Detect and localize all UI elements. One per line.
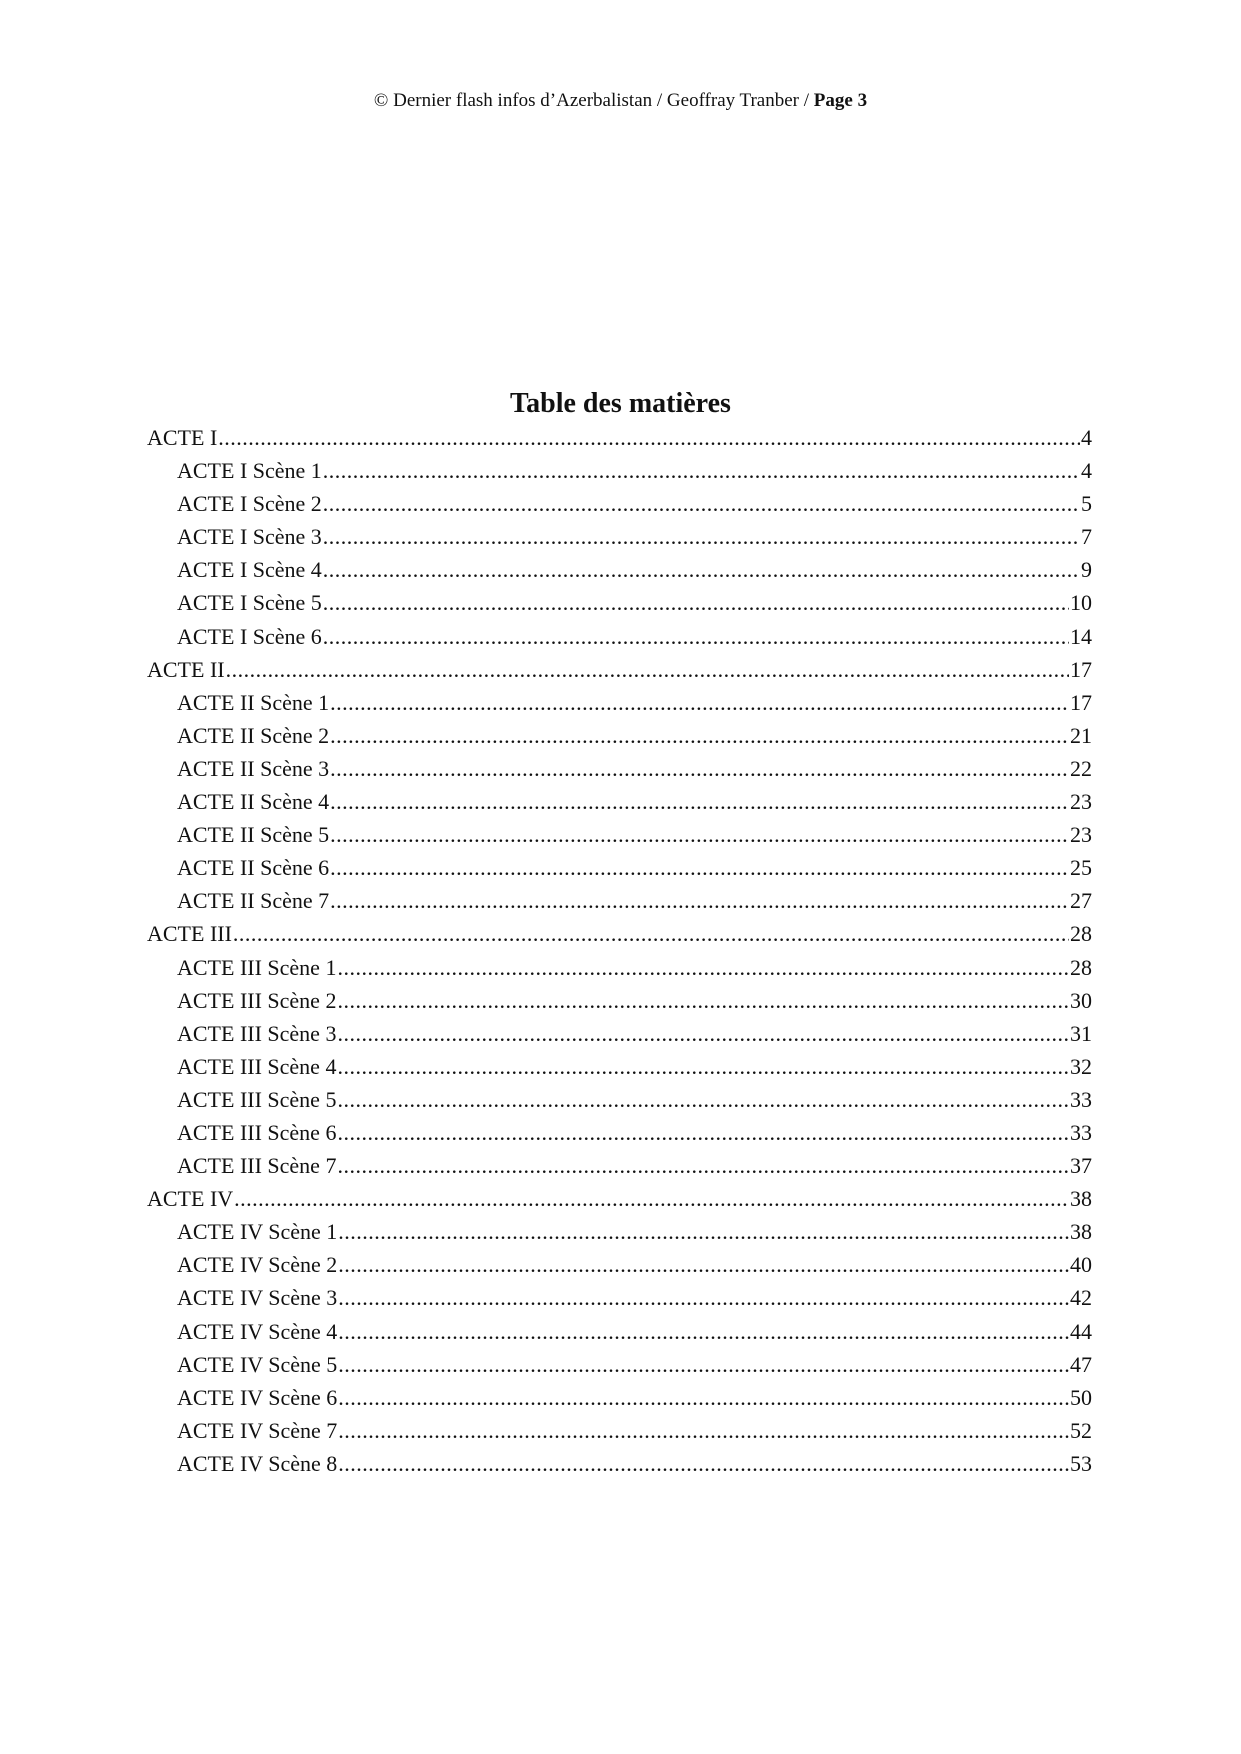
toc-scene-entry[interactable] — [147, 1050, 1092, 1083]
toc-entry-label: ACTE I Scène 4 — [177, 557, 322, 583]
toc-entry-page: 38 — [1070, 1186, 1092, 1212]
toc-act-entry[interactable] — [147, 653, 1092, 686]
toc-entry-page: 25 — [1070, 855, 1092, 881]
toc-entry-label: ACTE III Scène 7 — [177, 1153, 337, 1179]
toc-entry-page: 4 — [1081, 425, 1092, 450]
toc-dot-leader — [330, 818, 1069, 851]
toc-entry-label: ACTE III Scène 2 — [177, 987, 337, 1013]
toc-entry-label: ACTE II Scène 6 — [177, 855, 330, 881]
toc-scene-entry[interactable] — [147, 1248, 1092, 1281]
toc-entry-page: 33 — [1070, 1119, 1092, 1145]
toc-entry-page: 10 — [1070, 590, 1092, 616]
table-of-contents — [147, 421, 1092, 1480]
toc-entry-page: 23 — [1070, 789, 1092, 815]
toc-act-entry[interactable] — [147, 421, 1092, 454]
toc-entry-label: ACTE IV Scène 5 — [177, 1351, 338, 1377]
header-text: © Dernier flash infos d’Azerbalistan / Geoffray Tranber / — [373, 90, 814, 111]
toc-entry-label: ACTE I Scène 1 — [177, 458, 322, 484]
toc-entry-label: ACTE III Scène 4 — [177, 1053, 337, 1079]
toc-dot-leader — [233, 917, 1069, 950]
toc-entry-page: 32 — [1070, 1053, 1092, 1079]
toc-entry-page: 40 — [1070, 1252, 1092, 1278]
toc-entry-page: 28 — [1070, 954, 1092, 980]
toc-entry-page: 17 — [1070, 656, 1092, 682]
toc-entry-page: 44 — [1070, 1318, 1092, 1344]
toc-dot-leader — [337, 1017, 1069, 1050]
toc-dot-leader — [337, 951, 1069, 984]
toc-entry-label: ACTE III Scène 1 — [177, 954, 337, 980]
toc-dot-leader — [337, 1149, 1069, 1182]
toc-dot-leader — [323, 520, 1080, 553]
toc-entry-label: ACTE IV Scène 4 — [177, 1318, 338, 1344]
toc-scene-entry[interactable] — [147, 1414, 1092, 1447]
toc-entry-label: ACTE IV Scène 1 — [177, 1219, 338, 1245]
toc-dot-leader — [338, 1414, 1069, 1447]
toc-dot-leader — [337, 984, 1069, 1017]
toc-entry-page: 5 — [1081, 491, 1092, 517]
toc-entry-label: ACTE I Scène 5 — [177, 590, 322, 616]
toc-scene-entry[interactable] — [147, 884, 1092, 917]
toc-entry-label: ACTE IV — [147, 1186, 234, 1212]
toc-entry-page: 42 — [1070, 1285, 1092, 1311]
toc-scene-entry[interactable] — [147, 1381, 1092, 1414]
toc-entry-page: 17 — [1070, 689, 1092, 715]
toc-entry-page: 33 — [1070, 1086, 1092, 1112]
toc-dot-leader — [323, 620, 1069, 653]
toc-dot-leader — [338, 1281, 1069, 1314]
toc-entry-label: ACTE I Scène 2 — [177, 491, 322, 517]
toc-entry-page: 7 — [1081, 524, 1092, 550]
toc-scene-entry[interactable] — [147, 984, 1092, 1017]
toc-entry-label: ACTE II Scène 5 — [177, 822, 330, 848]
toc-entry-label: ACTE II Scène 2 — [177, 722, 330, 748]
toc-entry-label: ACTE II Scène 7 — [177, 888, 330, 914]
toc-dot-leader — [338, 1381, 1069, 1414]
toc-dot-leader — [330, 851, 1069, 884]
toc-scene-entry[interactable] — [147, 1017, 1092, 1050]
toc-entry-label: ACTE II Scène 1 — [177, 689, 330, 715]
toc-entry-page: 28 — [1070, 921, 1092, 947]
toc-dot-leader — [218, 421, 1080, 454]
toc-entry-page: 23 — [1070, 822, 1092, 848]
toc-entry-page: 4 — [1081, 458, 1092, 484]
toc-dot-leader — [338, 1248, 1069, 1281]
toc-scene-entry[interactable] — [147, 752, 1092, 785]
toc-dot-leader — [337, 1083, 1069, 1116]
toc-act-entry[interactable] — [147, 917, 1092, 950]
toc-scene-entry[interactable] — [147, 818, 1092, 851]
toc-scene-entry[interactable] — [147, 1315, 1092, 1348]
toc-scene-entry[interactable] — [147, 1281, 1092, 1314]
toc-dot-leader — [234, 1182, 1069, 1215]
toc-dot-leader — [323, 454, 1080, 487]
toc-scene-entry[interactable] — [147, 454, 1092, 487]
toc-scene-entry[interactable] — [147, 1215, 1092, 1248]
toc-dot-leader — [323, 487, 1080, 520]
toc-scene-entry[interactable] — [147, 686, 1092, 719]
toc-dot-leader — [338, 1447, 1069, 1480]
toc-scene-entry[interactable] — [147, 487, 1092, 520]
toc-entry-label: ACTE IV Scène 7 — [177, 1417, 338, 1443]
toc-entry-page: 37 — [1070, 1153, 1092, 1179]
toc-scene-entry[interactable] — [147, 520, 1092, 553]
toc-scene-entry[interactable] — [147, 553, 1092, 586]
toc-dot-leader — [338, 1348, 1069, 1381]
toc-scene-entry[interactable] — [147, 719, 1092, 752]
toc-dot-leader — [330, 686, 1069, 719]
toc-scene-entry[interactable] — [147, 1116, 1092, 1149]
toc-entry-page: 21 — [1070, 722, 1092, 748]
toc-entry-page: 53 — [1070, 1450, 1092, 1476]
toc-scene-entry[interactable] — [147, 620, 1092, 653]
page-header — [0, 88, 1241, 114]
toc-entry-label: ACTE III Scène 3 — [177, 1020, 337, 1046]
toc-dot-leader — [338, 1215, 1069, 1248]
toc-entry-page: 50 — [1070, 1384, 1092, 1410]
toc-dot-leader — [330, 884, 1069, 917]
toc-act-entry[interactable] — [147, 1182, 1092, 1215]
toc-dot-leader — [330, 752, 1069, 785]
toc-title: Table des matières — [510, 388, 731, 419]
toc-entry-page: 9 — [1081, 557, 1092, 583]
toc-scene-entry[interactable] — [147, 1447, 1092, 1480]
toc-dot-leader — [337, 1050, 1069, 1083]
toc-scene-entry[interactable] — [147, 951, 1092, 984]
toc-entry-label: ACTE III — [147, 921, 232, 947]
toc-dot-leader — [330, 719, 1069, 752]
toc-entry-label: ACTE I Scène 3 — [177, 524, 322, 550]
toc-scene-entry[interactable] — [147, 1083, 1092, 1116]
toc-scene-entry[interactable] — [147, 785, 1092, 818]
toc-entry-label: ACTE I Scène 6 — [177, 623, 322, 649]
toc-entry-page: 38 — [1070, 1219, 1092, 1245]
toc-entry-page: 31 — [1070, 1020, 1092, 1046]
toc-entry-page: 27 — [1070, 888, 1092, 914]
toc-entry-page: 47 — [1070, 1351, 1092, 1377]
toc-entry-label: ACTE IV Scène 3 — [177, 1285, 338, 1311]
toc-entry-page: 22 — [1070, 755, 1092, 781]
toc-entry-label: ACTE II — [147, 656, 225, 682]
toc-dot-leader — [330, 785, 1069, 818]
page-number: Page 3 — [813, 90, 868, 111]
toc-dot-leader — [338, 1315, 1069, 1348]
toc-dot-leader — [323, 586, 1069, 619]
toc-dot-leader — [337, 1116, 1069, 1149]
toc-dot-leader — [226, 653, 1069, 686]
toc-dot-leader — [323, 553, 1080, 586]
toc-entry-page: 14 — [1070, 623, 1092, 649]
toc-entry-label: ACTE III Scène 6 — [177, 1119, 337, 1145]
toc-entry-label: ACTE I — [147, 425, 218, 450]
toc-scene-entry[interactable] — [147, 1348, 1092, 1381]
toc-entry-page: 52 — [1070, 1417, 1092, 1443]
toc-scene-entry[interactable] — [147, 1149, 1092, 1182]
toc-entry-label: ACTE II Scène 4 — [177, 789, 330, 815]
toc-scene-entry[interactable] — [147, 851, 1092, 884]
toc-entry-page: 30 — [1070, 987, 1092, 1013]
toc-entry-label: ACTE IV Scène 8 — [177, 1450, 338, 1476]
toc-entry-label: ACTE IV Scène 6 — [177, 1384, 338, 1410]
toc-entry-label: ACTE IV Scène 2 — [177, 1252, 338, 1278]
toc-entry-label: ACTE II Scène 3 — [177, 755, 330, 781]
toc-entry-label: ACTE III Scène 5 — [177, 1086, 337, 1112]
toc-scene-entry[interactable] — [147, 586, 1092, 619]
